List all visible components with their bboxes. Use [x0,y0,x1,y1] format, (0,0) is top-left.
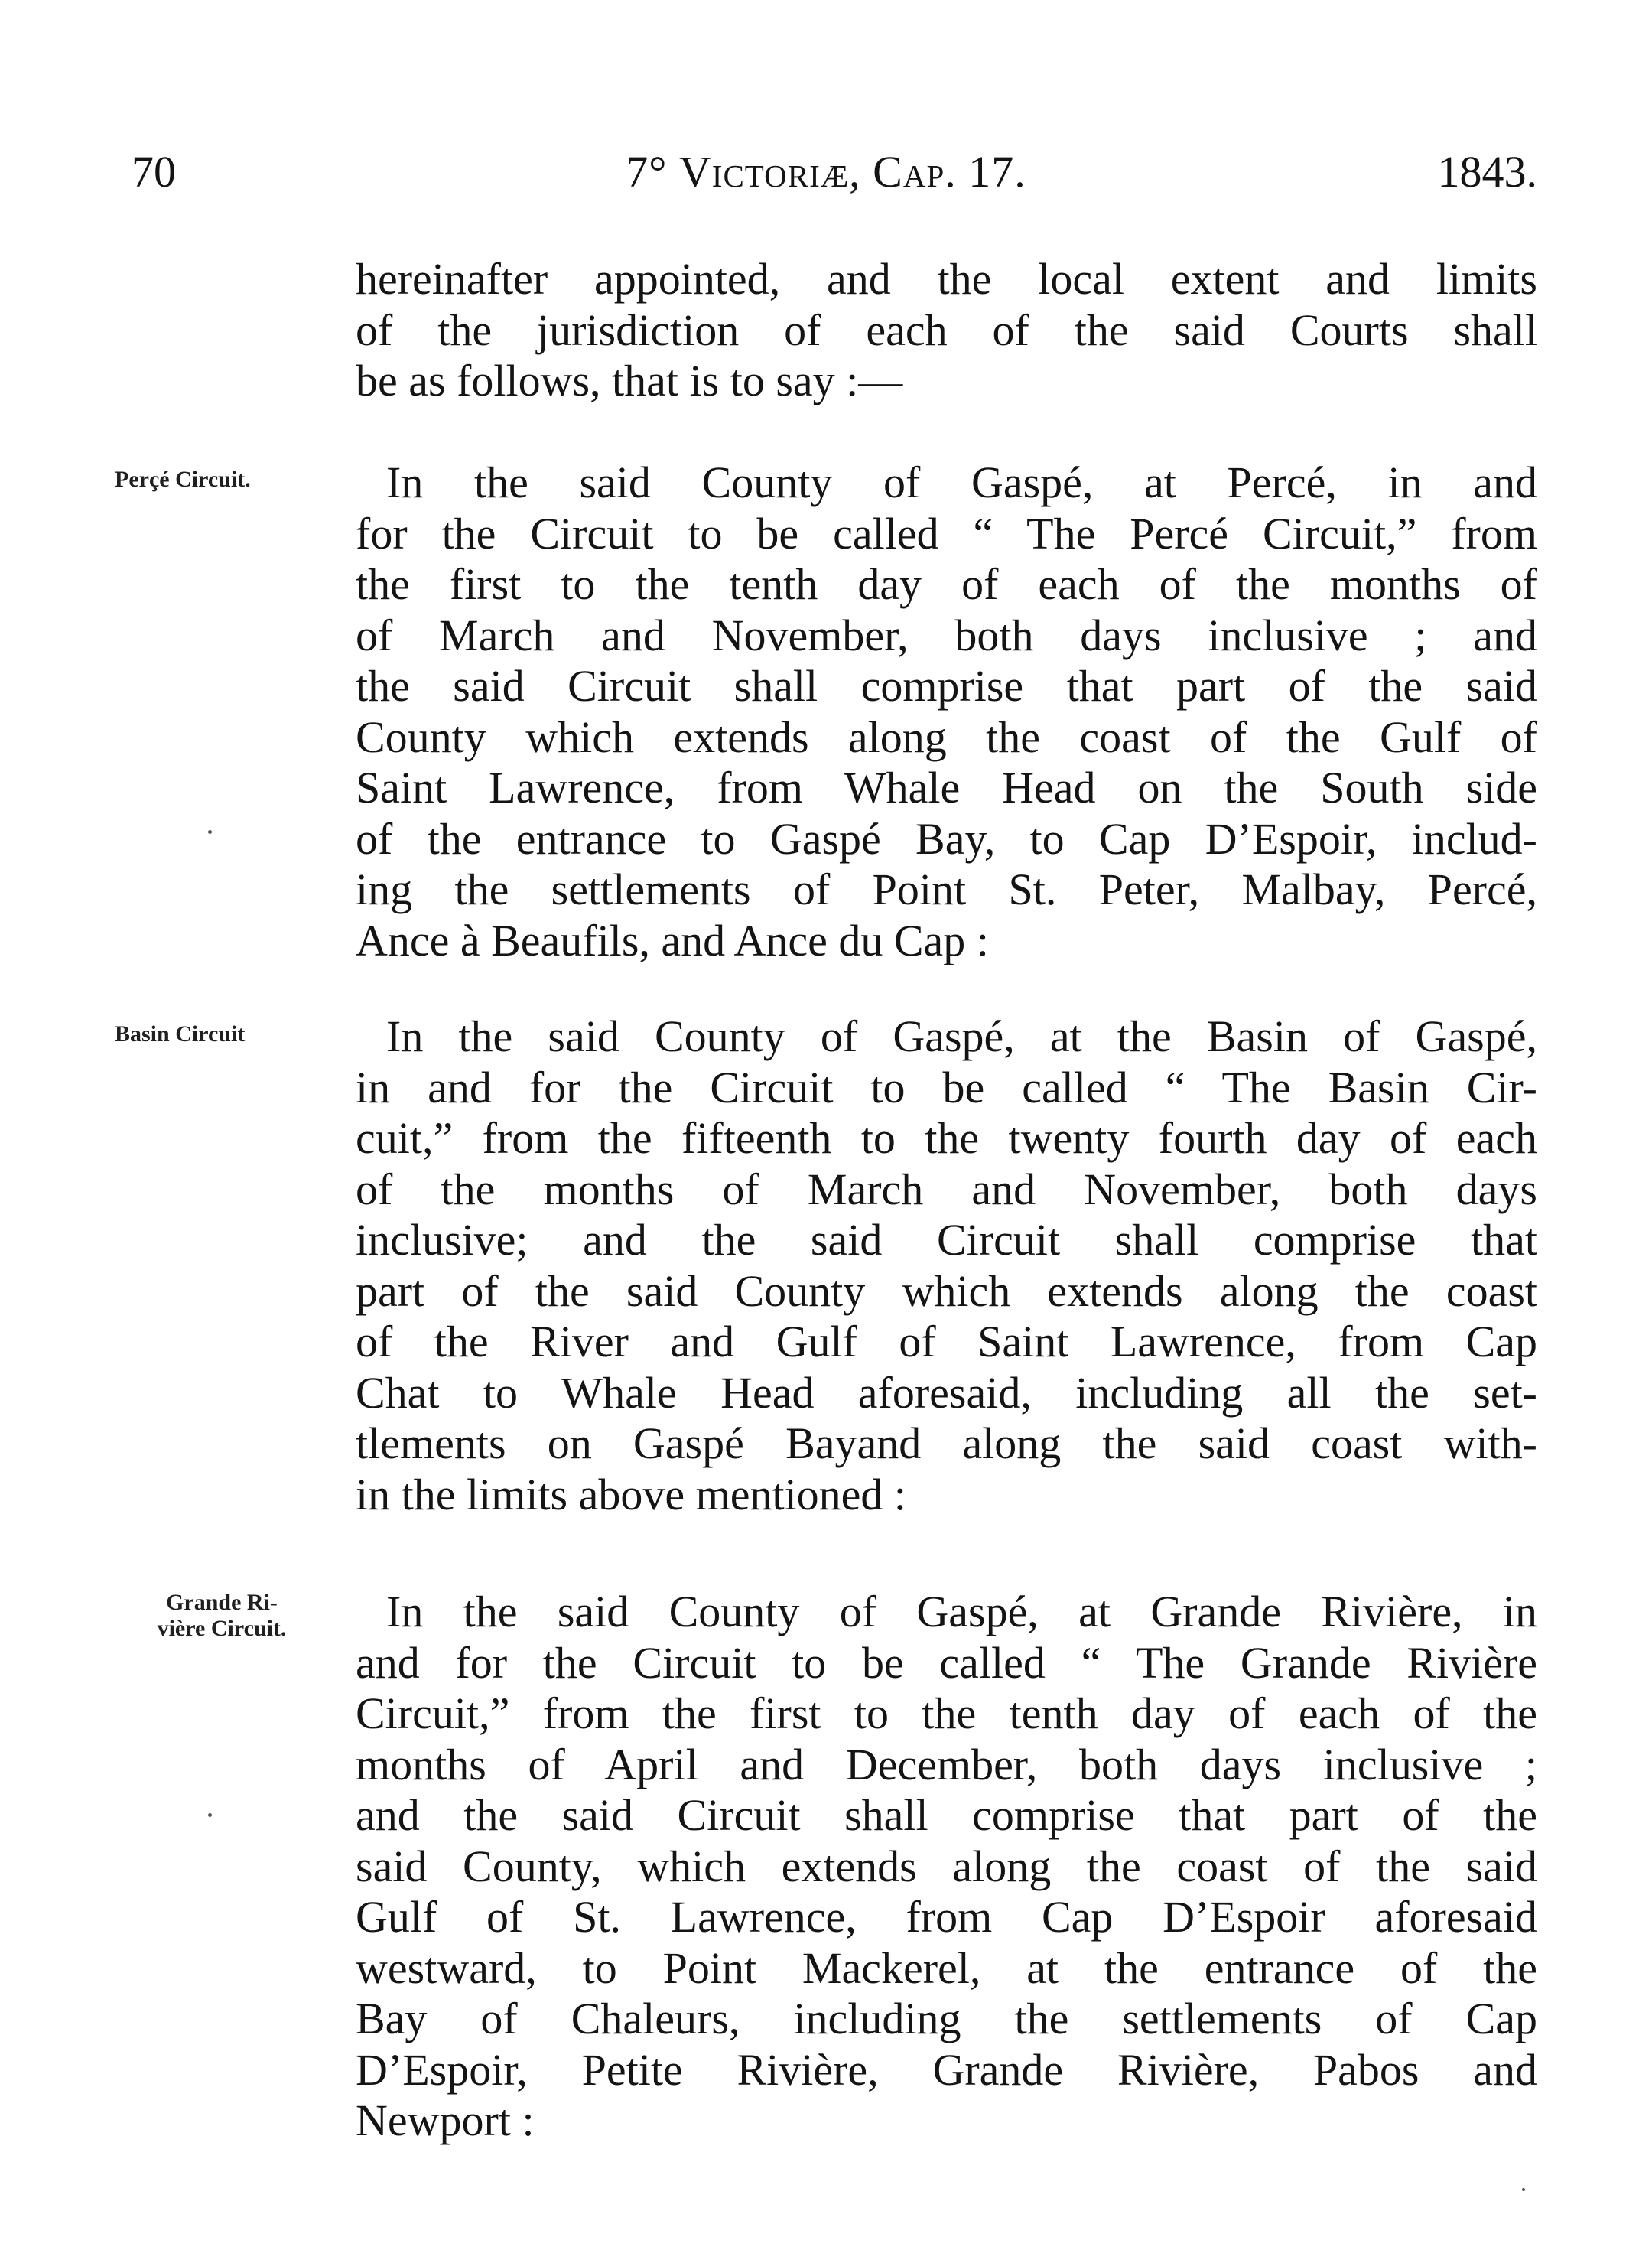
text-line: Circuit,” from the first to the tenth day of each of the [356,1688,1537,1738]
text-line: tlements on Gaspé Bayand along the said coast with- [356,1418,1537,1468]
text-line: ing the settlements of Point St. Peter, Malbay, Percé, [356,864,1537,914]
header-year: 1843. [1437,147,1537,197]
margin-note-perce-circuit [115,467,344,493]
margin-note-grande-riviere-circuit [115,1590,329,1642]
text-line: In the said County of Gaspé, at the Basin of Gaspé, [386,1011,1537,1061]
text-line: Newport : [356,2095,535,2145]
margin-note-line: Perçé Circuit. [115,467,251,492]
text-line: D’Espoir, Petite Rivière, Grande Rivière, Pabos and [356,2044,1537,2095]
text-line: In the said County of Gaspé, at Percé, in and [386,457,1537,507]
text-line: of March and November, both days inclusive ; and [356,610,1537,660]
margin-note-line: vière Circuit. [157,1616,287,1641]
page-number: 70 [132,147,176,197]
text-line: cuit,” from the fifteenth to the twenty fourth day of each [356,1113,1537,1163]
margin-note-line: Grande Ri- [166,1590,278,1615]
text-line: in and for the Circuit to be called “ The Basin Cir- [356,1062,1537,1112]
text-line: hereinafter appointed, and the local extent and limits [356,254,1537,304]
text-line: of the entrance to Gaspé Bay, to Cap D’Espoir, includ- [356,813,1537,864]
regnal-prefix: 7° [626,147,679,197]
text-line: Gulf of St. Lawrence, from Cap D’Espoir aforesaid [356,1892,1537,1942]
text-line: of the months of March and November, both days [356,1164,1537,1214]
text-line: the first to the tenth day of each of the months of [356,559,1537,609]
text-line: Saint Lawrence, from Whale Head on the South side [356,763,1537,812]
text-line: and the said Circuit shall comprise that part of the [356,1790,1537,1840]
regnal-title: Victoriæ, Cap. 17. [678,147,1026,197]
text-line: for the Circuit to be called “ The Percé Circuit,” from [356,508,1537,558]
text-line: Chat to Whale Head aforesaid, including all the set- [356,1367,1537,1418]
paragraph-perce-circuit [356,457,1537,966]
text-line: Ance à Beaufils, and Ance du Cap : [356,915,989,965]
text-line: the said Circuit shall comprise that part of the said [356,661,1537,711]
text-line: months of April and December, both days inclusive ; [356,1739,1537,1789]
text-line: In the said County of Gaspé, at Grande Rivière, in [386,1587,1537,1636]
text-line: be as follows, that is to say :— [356,356,903,405]
text-line: inclusive; and the said Circuit shall comprise that [356,1215,1537,1265]
scan-speck [208,830,212,834]
text-line: in the limits above mentioned : [356,1469,907,1519]
scan-speck [1522,2188,1525,2191]
scan-speck [208,1813,212,1817]
text-line: Bay of Chaleurs, including the settlements of Cap [356,1994,1537,2043]
text-line: and for the Circuit to be called “ The Grande Rivière [356,1637,1537,1688]
paragraph-basin-circuit [356,1011,1537,1520]
text-line: of the jurisdiction of each of the said Courts shall [356,304,1537,355]
paragraph-grande-riviere-circuit [356,1587,1537,2147]
text-line: westward, to Point Mackerel, at the entrance of the [356,1942,1537,1993]
text-line: County which extends along the coast of the Gulf of [356,711,1537,762]
margin-note-line: Basin Circuit [115,1021,246,1047]
text-line: part of the said County which extends along the coast [356,1265,1537,1316]
text-line: of the River and Gulf of Saint Lawrence, from Cap [356,1317,1537,1366]
running-title [0,145,1652,199]
margin-note-basin-circuit [115,1021,344,1047]
intro-paragraph [356,254,1537,407]
text-line: said County, which extends along the coast of the said [356,1841,1537,1891]
